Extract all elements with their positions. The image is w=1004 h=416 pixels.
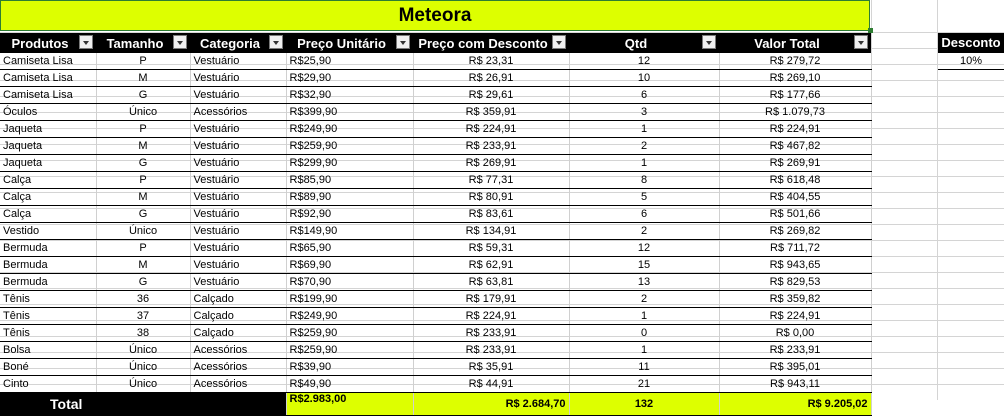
cell-qtd[interactable]: 12 bbox=[569, 53, 719, 70]
cell-qtd[interactable]: 2 bbox=[569, 291, 719, 308]
table-row bbox=[0, 223, 871, 240]
cell-qtd[interactable]: 6 bbox=[569, 87, 719, 104]
cell-preco-desconto[interactable]: R$ 80,91 bbox=[413, 189, 569, 206]
cell-preco-desconto[interactable]: R$ 29,61 bbox=[413, 87, 569, 104]
currency-symbol: R$ bbox=[289, 55, 304, 67]
cell-tamanho[interactable]: G bbox=[96, 206, 190, 223]
cell-produto[interactable]: Jaqueta bbox=[0, 121, 96, 138]
table-row bbox=[0, 291, 871, 308]
currency-symbol: R$ bbox=[289, 276, 304, 288]
currency-symbol: R$ bbox=[289, 208, 304, 220]
filter-dropdown-icon[interactable] bbox=[552, 35, 566, 49]
cell-qtd[interactable]: 10 bbox=[569, 70, 719, 87]
currency-symbol: R$ bbox=[289, 140, 304, 152]
table-row bbox=[0, 308, 871, 325]
currency-symbol: R$ bbox=[289, 393, 304, 405]
cell-tamanho[interactable]: Único bbox=[96, 342, 190, 359]
table-row bbox=[0, 172, 871, 189]
price-value: 29,90 bbox=[303, 72, 332, 84]
price-value: 249,90 bbox=[303, 310, 338, 322]
cell-tamanho[interactable]: Único bbox=[96, 376, 190, 393]
cell-categoria[interactable]: Vestuário bbox=[190, 240, 286, 257]
cell-qtd[interactable]: 1 bbox=[569, 342, 719, 359]
cell-preco-desconto[interactable]: R$ 224,91 bbox=[413, 121, 569, 138]
sheet-title[interactable]: Meteora bbox=[0, 0, 870, 31]
cell-produto[interactable]: Boné bbox=[0, 359, 96, 376]
currency-symbol: R$ bbox=[289, 259, 304, 271]
cell-preco-desconto[interactable]: R$ 59,31 bbox=[413, 240, 569, 257]
cell-preco-desconto[interactable]: R$ 26,91 bbox=[413, 70, 569, 87]
cell-preco[interactable] bbox=[286, 172, 413, 189]
cell-categoria[interactable]: Calçado bbox=[190, 325, 286, 342]
table-row bbox=[0, 206, 871, 223]
cell-preco[interactable] bbox=[286, 291, 413, 308]
cell-tamanho[interactable]: M bbox=[96, 257, 190, 274]
cell-qtd[interactable]: 1 bbox=[569, 155, 719, 172]
table-row bbox=[0, 376, 871, 393]
header-qtd: Qtd bbox=[569, 33, 719, 53]
cell-tamanho[interactable]: G bbox=[96, 155, 190, 172]
cell-tamanho[interactable]: 37 bbox=[96, 308, 190, 325]
cell-categoria[interactable]: Calçado bbox=[190, 291, 286, 308]
currency-symbol: R$ bbox=[289, 72, 304, 84]
cell-preco-desconto[interactable]: R$ 179,91 bbox=[413, 291, 569, 308]
table-row bbox=[0, 274, 871, 291]
cell-preco[interactable] bbox=[286, 70, 413, 87]
cell-qtd[interactable]: 2 bbox=[569, 138, 719, 155]
cell-produto[interactable]: Calça bbox=[0, 206, 96, 223]
cell-valor-total[interactable]: R$ 1.079,73 bbox=[719, 104, 871, 121]
cell-tamanho[interactable]: G bbox=[96, 274, 190, 291]
cell-qtd[interactable]: 12 bbox=[569, 240, 719, 257]
cell-preco-desconto[interactable]: R$ 224,91 bbox=[413, 308, 569, 325]
cell-categoria[interactable]: Vestuário bbox=[190, 257, 286, 274]
cell-categoria[interactable]: Vestuário bbox=[190, 70, 286, 87]
cell-tamanho[interactable]: 36 bbox=[96, 291, 190, 308]
cell-categoria[interactable]: Vestuário bbox=[190, 87, 286, 104]
cell-produto[interactable]: Camiseta Lisa bbox=[0, 87, 96, 104]
table-row bbox=[0, 155, 871, 172]
cell-tamanho[interactable]: M bbox=[96, 138, 190, 155]
price-value: 259,90 bbox=[303, 327, 338, 339]
cell-valor-total[interactable]: R$ 359,82 bbox=[719, 291, 871, 308]
cell-produto[interactable]: Jaqueta bbox=[0, 155, 96, 172]
cell-categoria[interactable]: Vestuário bbox=[190, 274, 286, 291]
currency-symbol: R$ bbox=[289, 242, 304, 254]
cell-preco-desconto[interactable]: R$ 77,31 bbox=[413, 172, 569, 189]
filter-dropdown-icon[interactable] bbox=[396, 35, 410, 49]
total-valor[interactable]: R$ 9.205,02 bbox=[719, 393, 871, 416]
cell-valor-total[interactable]: R$ 501,66 bbox=[719, 206, 871, 223]
cell-valor-total[interactable]: R$ 829,53 bbox=[719, 274, 871, 291]
cell-preco[interactable] bbox=[286, 138, 413, 155]
cell-valor-total[interactable]: R$ 0,00 bbox=[719, 325, 871, 342]
cell-produto[interactable]: Tênis bbox=[0, 325, 96, 342]
cell-produto[interactable]: Bermuda bbox=[0, 257, 96, 274]
cell-categoria[interactable]: Vestuário bbox=[190, 189, 286, 206]
currency-symbol: R$ bbox=[289, 191, 304, 203]
cell-produto[interactable]: Cinto bbox=[0, 376, 96, 393]
price-value: 149,90 bbox=[303, 225, 338, 237]
cell-produto[interactable]: Calça bbox=[0, 172, 96, 189]
price-value: 89,90 bbox=[303, 191, 332, 203]
desconto-header[interactable]: Desconto bbox=[938, 33, 1004, 53]
price-value: 199,90 bbox=[303, 293, 338, 305]
cell-tamanho[interactable]: 38 bbox=[96, 325, 190, 342]
cell-preco-desconto[interactable]: R$ 63,81 bbox=[413, 274, 569, 291]
cell-categoria[interactable]: Vestuário bbox=[190, 53, 286, 70]
filter-dropdown-icon[interactable] bbox=[173, 35, 187, 49]
cell-categoria[interactable]: Vestuário bbox=[190, 155, 286, 172]
total-row bbox=[0, 393, 871, 416]
cell-produto[interactable]: Camiseta Lisa bbox=[0, 53, 96, 70]
header-preco-unitario: Preço Unitário bbox=[286, 33, 413, 53]
cell-tamanho[interactable]: P bbox=[96, 121, 190, 138]
cell-categoria[interactable]: Vestuário bbox=[190, 206, 286, 223]
cell-categoria[interactable]: Acessórios bbox=[190, 342, 286, 359]
price-value: 399,90 bbox=[303, 106, 338, 118]
cell-valor-total[interactable]: R$ 224,91 bbox=[719, 121, 871, 138]
cell-produto[interactable]: Tênis bbox=[0, 308, 96, 325]
price-value: 39,90 bbox=[303, 361, 332, 373]
total-preco-desconto[interactable]: R$ 2.684,70 bbox=[413, 393, 569, 416]
cell-valor-total[interactable]: R$ 233,91 bbox=[719, 342, 871, 359]
cell-preco[interactable] bbox=[286, 87, 413, 104]
cell-preco[interactable] bbox=[286, 206, 413, 223]
cell-produto[interactable]: Camiseta Lisa bbox=[0, 70, 96, 87]
cell-valor-total[interactable]: R$ 395,01 bbox=[719, 359, 871, 376]
header-valor-total: Valor Total bbox=[719, 33, 871, 53]
currency-symbol: R$ bbox=[289, 225, 304, 237]
table-row bbox=[0, 104, 871, 121]
cell-preco[interactable] bbox=[286, 359, 413, 376]
cell-qtd[interactable]: 13 bbox=[569, 274, 719, 291]
cell-tamanho[interactable]: M bbox=[96, 70, 190, 87]
price-value: 85,90 bbox=[303, 174, 332, 186]
cell-valor-total[interactable]: R$ 224,91 bbox=[719, 308, 871, 325]
cell-produto[interactable]: Bolsa bbox=[0, 342, 96, 359]
cell-preco[interactable] bbox=[286, 223, 413, 240]
currency-symbol: R$ bbox=[289, 293, 304, 305]
price-value: 25,90 bbox=[303, 55, 332, 67]
cell-valor-total[interactable]: R$ 618,48 bbox=[719, 172, 871, 189]
header-produtos: Produtos bbox=[0, 33, 96, 53]
cell-preco-desconto[interactable]: R$ 62,91 bbox=[413, 257, 569, 274]
header-categoria: Categoria bbox=[190, 33, 286, 53]
cell-categoria[interactable]: Acessórios bbox=[190, 376, 286, 393]
currency-symbol: R$ bbox=[289, 106, 304, 118]
cell-tamanho[interactable]: Único bbox=[96, 223, 190, 240]
currency-symbol: R$ bbox=[289, 378, 304, 390]
cell-preco-desconto[interactable]: R$ 233,91 bbox=[413, 138, 569, 155]
cell-preco-desconto[interactable]: R$ 44,91 bbox=[413, 376, 569, 393]
cell-preco-desconto[interactable]: R$ 23,31 bbox=[413, 53, 569, 70]
cell-preco[interactable] bbox=[286, 257, 413, 274]
cell-qtd[interactable]: 1 bbox=[569, 308, 719, 325]
cell-preco[interactable] bbox=[286, 121, 413, 138]
cell-valor-total[interactable]: R$ 943,65 bbox=[719, 257, 871, 274]
cell-qtd[interactable]: 8 bbox=[569, 172, 719, 189]
cell-preco-desconto[interactable]: R$ 35,91 bbox=[413, 359, 569, 376]
price-value: 299,90 bbox=[303, 157, 338, 169]
currency-symbol: R$ bbox=[289, 361, 304, 373]
cell-valor-total[interactable]: R$ 404,55 bbox=[719, 189, 871, 206]
table-row bbox=[0, 325, 871, 342]
currency-symbol: R$ bbox=[289, 157, 304, 169]
currency-symbol: R$ bbox=[289, 310, 304, 322]
table-row bbox=[0, 342, 871, 359]
table-row bbox=[0, 257, 871, 274]
cell-categoria[interactable]: Vestuário bbox=[190, 138, 286, 155]
cell-categoria[interactable]: Vestuário bbox=[190, 223, 286, 240]
filter-dropdown-icon[interactable] bbox=[702, 35, 716, 49]
price-value: 49,90 bbox=[303, 378, 332, 390]
cell-produto[interactable]: Calça bbox=[0, 189, 96, 206]
currency-symbol: R$ bbox=[289, 89, 304, 101]
cell-qtd[interactable]: 3 bbox=[569, 104, 719, 121]
cell-produto[interactable]: Óculos bbox=[0, 104, 96, 121]
cell-qtd[interactable]: 6 bbox=[569, 206, 719, 223]
cell-valor-total[interactable]: R$ 467,82 bbox=[719, 138, 871, 155]
table-row bbox=[0, 359, 871, 376]
cell-categoria[interactable]: Calçado bbox=[190, 308, 286, 325]
filter-dropdown-icon[interactable] bbox=[269, 35, 283, 49]
total-preco-cell[interactable] bbox=[286, 393, 413, 416]
desconto-value[interactable]: 10% bbox=[938, 53, 1004, 70]
cell-qtd[interactable]: 5 bbox=[569, 189, 719, 206]
cell-tamanho[interactable]: M bbox=[96, 189, 190, 206]
currency-symbol: R$ bbox=[289, 327, 304, 339]
cell-qtd[interactable]: 11 bbox=[569, 359, 719, 376]
cell-valor-total[interactable]: R$ 269,10 bbox=[719, 70, 871, 87]
cell-produto[interactable]: Tênis bbox=[0, 291, 96, 308]
price-value: 65,90 bbox=[303, 242, 332, 254]
cell-preco[interactable] bbox=[286, 308, 413, 325]
cell-tamanho[interactable]: Único bbox=[96, 104, 190, 121]
cell-produto[interactable]: Jaqueta bbox=[0, 138, 96, 155]
price-value: 32,90 bbox=[303, 89, 332, 101]
total-qtd[interactable]: 132 bbox=[569, 393, 719, 416]
cell-produto[interactable]: Bermuda bbox=[0, 274, 96, 291]
cell-categoria[interactable]: Acessórios bbox=[190, 359, 286, 376]
table-row bbox=[0, 121, 871, 138]
cell-preco[interactable] bbox=[286, 240, 413, 257]
currency-symbol: R$ bbox=[289, 344, 304, 356]
cell-preco[interactable] bbox=[286, 155, 413, 172]
cell-preco-desconto[interactable]: R$ 233,91 bbox=[413, 342, 569, 359]
cell-preco[interactable] bbox=[286, 189, 413, 206]
cell-tamanho[interactable]: P bbox=[96, 240, 190, 257]
cell-produto[interactable]: Vestido bbox=[0, 223, 96, 240]
cell-preco-desconto[interactable]: R$ 134,91 bbox=[413, 223, 569, 240]
cell-preco[interactable] bbox=[286, 274, 413, 291]
table-row bbox=[0, 87, 871, 104]
cell-valor-total[interactable]: R$ 269,82 bbox=[719, 223, 871, 240]
cell-valor-total[interactable]: R$ 711,72 bbox=[719, 240, 871, 257]
cell-categoria[interactable]: Acessórios bbox=[190, 104, 286, 121]
cell-preco-desconto[interactable]: R$ 269,91 bbox=[413, 155, 569, 172]
cell-valor-total[interactable]: R$ 943,11 bbox=[719, 376, 871, 393]
cell-valor-total[interactable]: R$ 177,66 bbox=[719, 87, 871, 104]
cell-preco[interactable] bbox=[286, 104, 413, 121]
cell-preco[interactable] bbox=[286, 342, 413, 359]
header-preco-desconto: Preço com Desconto bbox=[413, 33, 569, 53]
currency-symbol: R$ bbox=[289, 123, 304, 135]
cell-qtd[interactable]: 2 bbox=[569, 223, 719, 240]
cell-valor-total[interactable]: R$ 269,91 bbox=[719, 155, 871, 172]
table-row bbox=[0, 138, 871, 155]
price-value: 259,90 bbox=[303, 344, 338, 356]
price-value: 70,90 bbox=[303, 276, 332, 288]
cell-preco[interactable] bbox=[286, 53, 413, 70]
table-row bbox=[0, 53, 871, 70]
table-row bbox=[0, 189, 871, 206]
cell-categoria[interactable]: Vestuário bbox=[190, 172, 286, 189]
price-value: 69,90 bbox=[303, 259, 332, 271]
total-label[interactable]: Total bbox=[0, 393, 286, 416]
cell-qtd[interactable]: 15 bbox=[569, 257, 719, 274]
filter-dropdown-icon[interactable] bbox=[854, 35, 868, 49]
cell-categoria[interactable]: Vestuário bbox=[190, 121, 286, 138]
total-preco: 2.983,00 bbox=[303, 393, 347, 405]
cell-preco[interactable] bbox=[286, 325, 413, 342]
header-row bbox=[0, 33, 871, 53]
cell-preco-desconto[interactable]: R$ 233,91 bbox=[413, 325, 569, 342]
table-row bbox=[0, 240, 871, 257]
products-table bbox=[0, 33, 872, 416]
cell-tamanho[interactable]: P bbox=[96, 172, 190, 189]
cell-preco-desconto[interactable]: R$ 83,61 bbox=[413, 206, 569, 223]
price-value: 259,90 bbox=[303, 140, 338, 152]
cell-produto[interactable]: Bermuda bbox=[0, 240, 96, 257]
currency-symbol: R$ bbox=[289, 174, 304, 186]
cell-qtd[interactable]: 1 bbox=[569, 121, 719, 138]
filter-dropdown-icon[interactable] bbox=[79, 35, 93, 49]
cell-preco[interactable] bbox=[286, 376, 413, 393]
price-value: 249,90 bbox=[303, 123, 338, 135]
cell-qtd[interactable]: 0 bbox=[569, 325, 719, 342]
cell-tamanho[interactable]: Único bbox=[96, 359, 190, 376]
table-row bbox=[0, 70, 871, 87]
cell-preco-desconto[interactable]: R$ 359,91 bbox=[413, 104, 569, 121]
cell-qtd[interactable]: 21 bbox=[569, 376, 719, 393]
cell-tamanho[interactable]: P bbox=[96, 53, 190, 70]
price-value: 92,90 bbox=[303, 208, 332, 220]
cell-valor-total[interactable]: R$ 279,72 bbox=[719, 53, 871, 70]
header-tamanho: Tamanho bbox=[96, 33, 190, 53]
cell-tamanho[interactable]: G bbox=[96, 87, 190, 104]
